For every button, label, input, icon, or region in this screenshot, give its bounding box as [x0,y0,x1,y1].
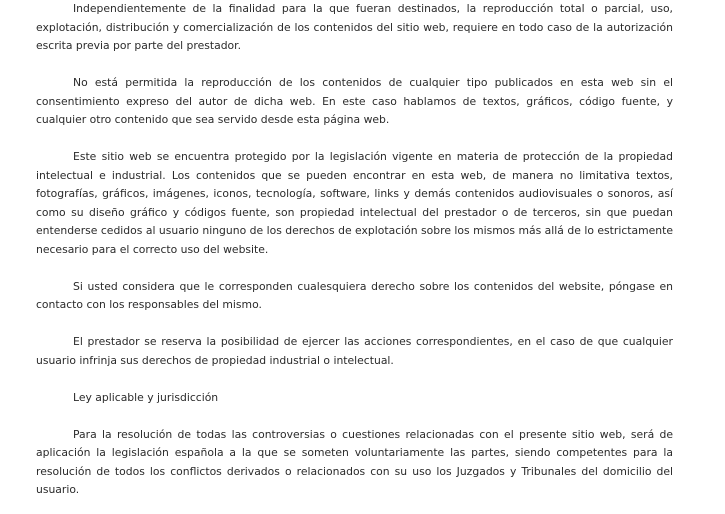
paragraph-reproduction-authorization: Independientemente de la finalidad para la que fueran destinados, la reproducción total o parcial, uso, explotación, distribución y comercialización de los contenidos del sitio web, requiere en todo caso de la autorización escrita previa por parte del prestador. [36,2,673,52]
section-heading-applicable-law: Ley aplicable y jurisdicción [73,390,219,404]
paragraph-jurisdiction: Para la resolución de todas las controversias o cuestiones relacionadas con el presente sitio web, será de aplicación la legislación española a la que se someten voluntariamente las partes, siendo competentes para la resolución de todos los conflictos derivados o relacionados con su uso los Juzgados y Tribunales del domicilio del usuario. [36,427,673,496]
paragraph-intellectual-property: Este sitio web se encuentra protegido por la legislación vigente en materia de protección de la propiedad intelectual e industrial. Los contenidos que se pueden encontrar en esta web, de manera no limitativa textos, fotografías, gráficos, imágenes, iconos, tecnología, software, links y demás contenidos audiovisuales o sonoros, así como su diseño gráfico y códigos fuente, son propiedad intelectual del prestador o de terceros, sin que puedan entenderse cedidos al usuario ninguno de los derechos de explotación sobre los mismos más allá de lo estrictamente necesario para el correcto uso del website. [36,150,673,256]
paragraph-rights-contact: Si usted considera que le corresponden cualesquiera derecho sobre los contenidos del website, póngase en contacto con los responsables del mismo. [36,279,673,311]
paragraph-legal-actions: El prestador se reserva la posibilidad de ejercer las acciones correspondientes, en el caso de que cualquier usuario infrinja sus derechos de propiedad industrial o intelectual. [36,335,673,367]
paragraph-reproduction-prohibited: No está permitida la reproducción de los contenidos de cualquier tipo publicados en esta web sin el consentimiento expreso del autor de dicha web. En este caso hablamos de textos, gráficos, código fuente, y cualquier otro contenido que sea servido desde esta página web. [36,76,673,126]
